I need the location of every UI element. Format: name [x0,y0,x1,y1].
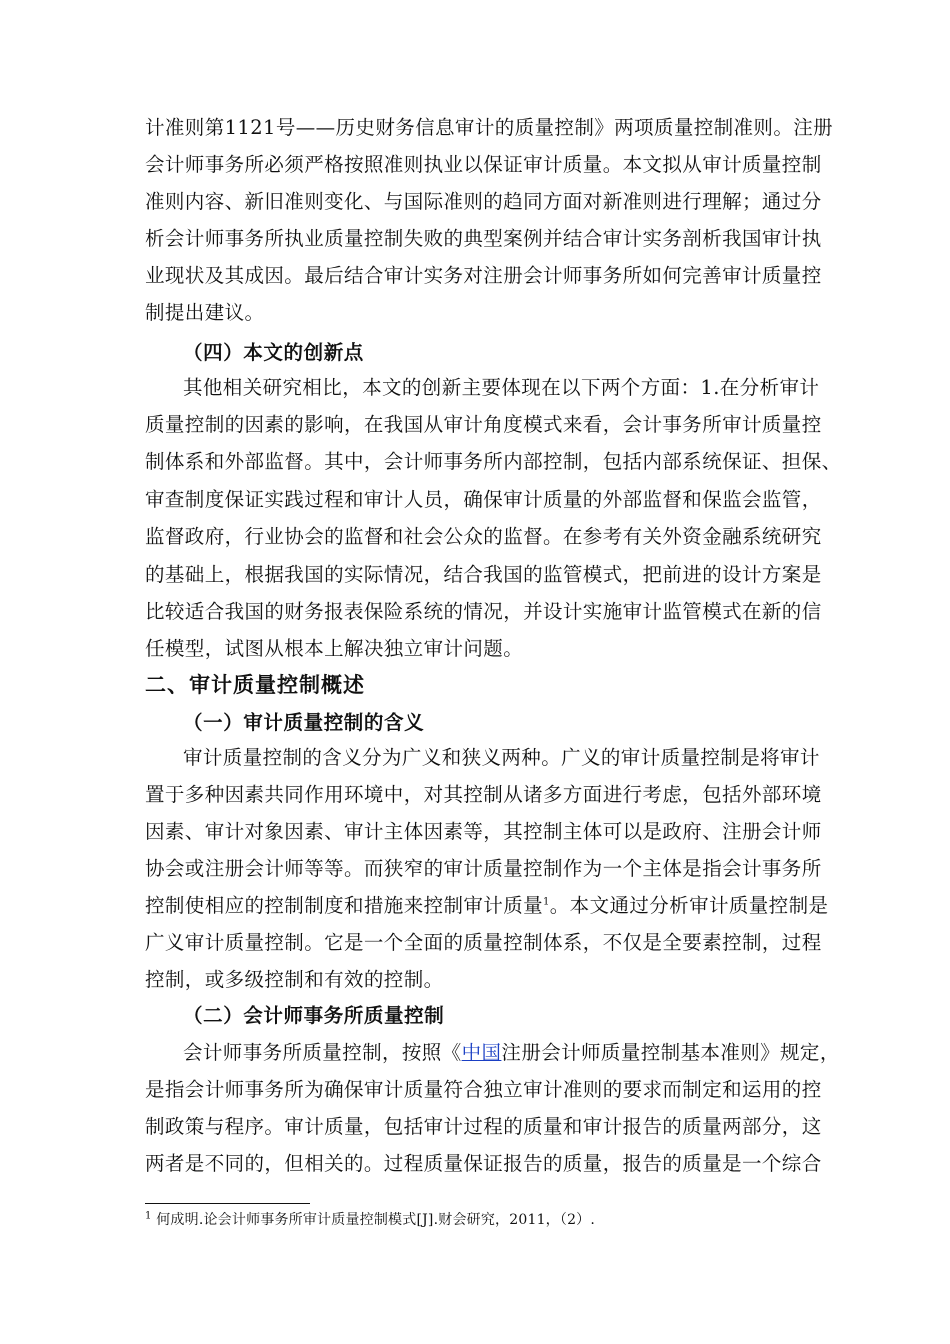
paragraph-line: 置于多种因素共同作用环境中，对其控制从诸多方面进行考虑，包括外部环境 [145,783,822,806]
line-text: 注册会计师质量控制基本准则》规定， [501,1041,840,1064]
paragraph-line: 协会或注册会计师等等。而狭窄的审计质量控制作为一个主体是指会计事务所 [145,857,822,880]
line-text: 会计师事务所质量控制，按照《 [183,1041,462,1064]
paragraph-line: 审查制度保证实践过程和审计人员，确保审计质量的外部监督和保监会监管， [145,488,822,511]
section-heading-firm: （二）会计师事务所质量控制 [183,1004,445,1027]
paragraph-line: 业现状及其成因。最后结合审计实务对注册会计师事务所如何完善审计质量控 [145,264,822,287]
paragraph-line: 制体系和外部监督。其中，会计师事务所内部控制，包括内部系统保证、担保、 [145,450,842,473]
paragraph-line: 审计质量控制的含义分为广义和狭义两种。广义的审计质量控制是将审计 [183,746,820,769]
paragraph-line: 会计师事务所必须严格按照准则执业以保证审计质量。本文拟从审计质量控制 [145,153,822,176]
paragraph-line: 任模型，试图从根本上解决独立审计问题。 [145,637,524,660]
footnote-reference[interactable]: 1 [543,896,550,908]
paragraph-line: 的基础上，根据我国的实际情况，结合我国的监管模式，把前进的设计方案是 [145,563,822,586]
line-text: 控制使相应的控制制度和措施来控制审计质量 [145,894,544,917]
section-heading-meaning: （一）审计质量控制的含义 [183,711,425,734]
paragraph-line: 制政策与程序。审计质量，包括审计过程的质量和审计报告的质量两部分，这 [145,1115,822,1138]
footnote-separator [145,1203,310,1204]
paragraph-line: 析会计师事务所执业质量控制失败的典型案例并结合审计实务剖析我国审计执 [145,227,822,250]
section-heading-innovation: （四）本文的创新点 [183,341,364,364]
paragraph-line [145,893,829,919]
paragraph-line: 广义审计质量控制。它是一个全面的质量控制体系，不仅是全要素控制，过程 [145,931,822,954]
paragraph-line: 监督政府，行业协会的监督和社会公众的监督。在参考有关外资金融系统研究 [145,525,822,548]
chapter-heading: 二、审计质量控制概述 [145,673,365,697]
footnote-text: 何成明.论会计师事务所审计质量控制模式[J].财会研究，2011，（2）. [151,1212,596,1228]
paragraph-line: 比较适合我国的财务报表保险系统的情况，并设计实施审计监管模式在新的信 [145,600,822,623]
paragraph-line: 控制，或多级控制和有效的控制。 [145,968,444,991]
paragraph-line: 计准则第1121号——历史财务信息审计的质量控制》两项质量控制准则。注册 [145,116,834,139]
paragraph-line: 质量控制的因素的影响，在我国从审计角度模式来看，会计事务所审计质量控 [145,413,822,436]
paragraph-line [183,1040,840,1066]
paragraph-line: 其他相关研究相比，本文的创新主要体现在以下两个方面：1.在分析审计 [183,376,820,399]
hyperlink-china[interactable]: 中国 [461,1041,502,1064]
footnote [145,1211,595,1229]
paragraph-line: 是指会计师事务所为确保审计质量符合独立审计准则的要求而制定和运用的控 [145,1078,822,1101]
footnote-marker: 1 [145,1210,152,1222]
paragraph-line: 准则内容、新旧准则变化、与国际准则的趋同方面对新准则进行理解；通过分 [145,190,822,213]
paragraph-line: 制提出建议。 [145,301,265,324]
paragraph-line: 因素、审计对象因素、审计主体因素等，其控制主体可以是政府、注册会计师 [145,820,822,843]
paragraph-line: 两者是不同的，但相关的。过程质量保证报告的质量，报告的质量是一个综合 [145,1152,822,1175]
line-text: 。本文通过分析审计质量控制是 [549,894,829,917]
